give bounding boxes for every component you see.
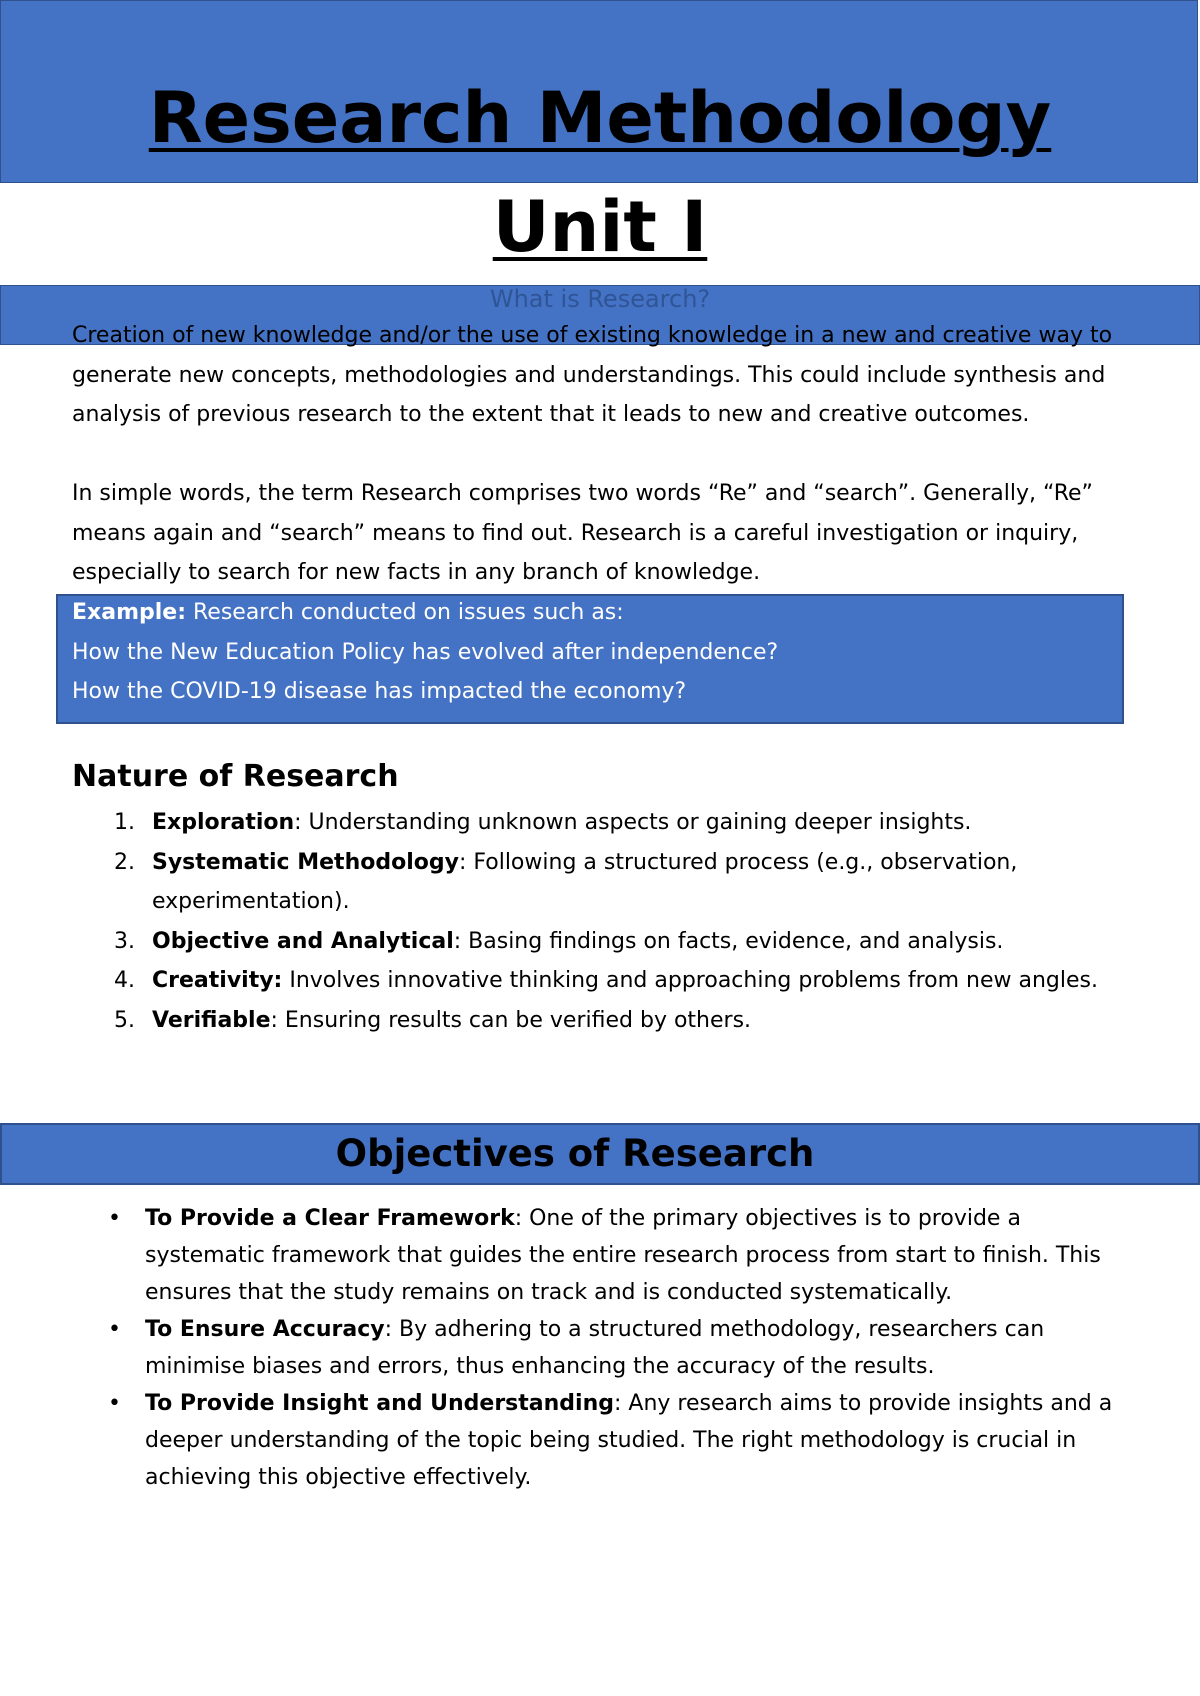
example-intro-line (72, 593, 1112, 633)
item-term: Systematic Methodology (152, 849, 459, 875)
list-item (72, 1001, 1132, 1041)
example-content (72, 593, 1112, 712)
bullet-icon: • (108, 1317, 121, 1342)
item-text: Involves innovative thinking and approaching problems from new angles. (282, 968, 1098, 993)
item-term: Creativity: (152, 968, 283, 993)
item-term: To Provide a Clear Framework (145, 1206, 515, 1231)
bullet-icon: • (108, 1391, 121, 1416)
item-text: : Ensuring results can be verified by others. (270, 1007, 752, 1033)
list-number: 4. (114, 968, 135, 993)
item-text: : Understanding unknown aspects or gaining deeper insights. (294, 810, 972, 835)
objectives-list (72, 1200, 1132, 1496)
item-text: : Basing findings on facts, evidence, and analysis. (453, 928, 1004, 954)
research-definition-paragraph: Creation of new knowledge and/or the use of existing knowledge in a new and creative way to generate new concepts, methodologies and understandings. This could include synthesis and analysis of previous research to the extent that it leads to new and creative outcomes. (72, 323, 1113, 427)
list-number: 5. (114, 1007, 135, 1033)
list-item (72, 803, 1132, 843)
document-title: Research Methodology (148, 77, 1052, 159)
example-intro: Research conducted on issues such as: (186, 600, 624, 625)
objectives-heading: Objectives of Research (335, 1132, 815, 1175)
list-number: 3. (114, 928, 135, 954)
item-term: To Ensure Accuracy (145, 1317, 385, 1342)
list-item (72, 843, 1132, 922)
item-term: Objective and Analytical (152, 928, 454, 954)
item-text: : Any research aims to provide insights and a deeper understanding of the topic being studied. The right methodology is crucial in achieving this objective effectively. (145, 1391, 1113, 1490)
item-term: Exploration (152, 810, 295, 835)
bullet-icon: • (108, 1206, 121, 1231)
item-text: : One of the primary objectives is to provide a systematic framework that guides the entire research process from start to finish. This ensures that the study remains on track and is conducted systematically. (145, 1206, 1101, 1305)
item-text: : Following a structured process (e.g., observation, experimentation). (152, 849, 1018, 914)
example-item: How the COVID-19 disease has impacted the economy? (72, 679, 687, 704)
list-item (72, 1385, 1132, 1496)
item-term: To Provide Insight and Understanding (145, 1391, 615, 1416)
unit-title: Unit I (492, 186, 708, 268)
list-item (72, 922, 1132, 962)
item-text: : By adhering to a structured methodology, researchers can minimise biases and errors, thus enhancing the accuracy of the results. (145, 1317, 1045, 1379)
list-item (72, 1200, 1132, 1311)
example-label: Example: (72, 600, 186, 625)
list-item (72, 961, 1132, 1001)
list-number: 2. (114, 849, 135, 875)
nature-heading: Nature of Research (72, 759, 399, 794)
research-simple-words-paragraph: In simple words, the term Research comprises two words “Re” and “search”. Generally, “Re” means again and “search” means to find out. Research is a careful investigation or inquiry, especially to search for new facts in any branch of knowledge. (72, 481, 1093, 585)
item-term: Verifiable (152, 1007, 271, 1033)
example-item: How the New Education Policy has evolved after independence? (72, 639, 779, 665)
what-is-research-label: What is Research? (489, 285, 711, 313)
list-number: 1. (114, 810, 135, 835)
list-item (72, 1311, 1132, 1385)
nature-list (72, 803, 1132, 1040)
